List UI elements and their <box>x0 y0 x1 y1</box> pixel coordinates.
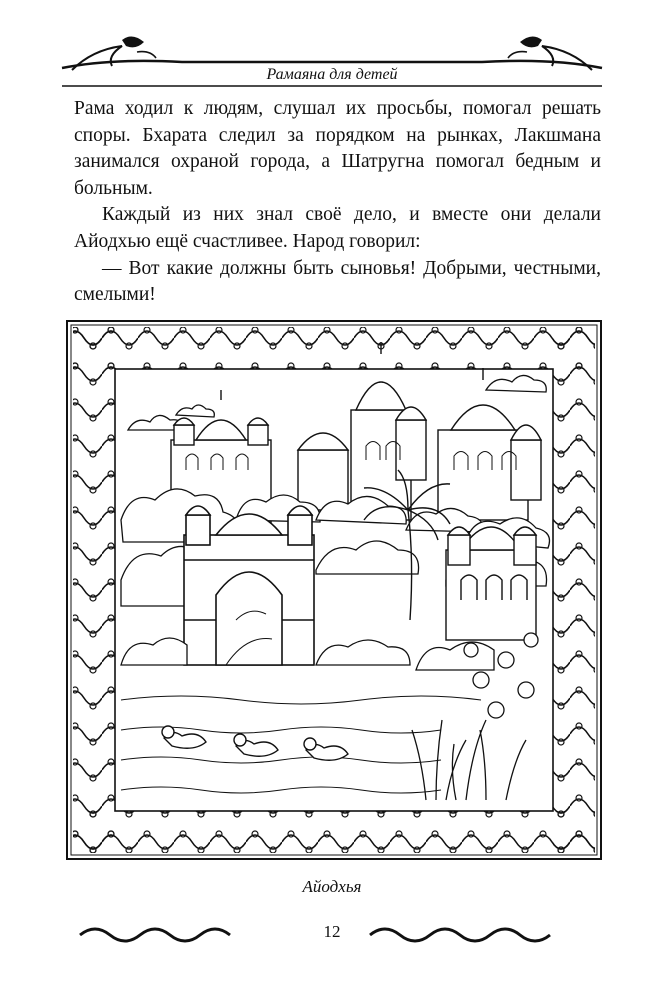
page-footer <box>0 915 664 955</box>
illustration-svg <box>66 320 602 860</box>
running-title: Рамаяна для детей <box>266 66 398 83</box>
page-number: 12 <box>323 922 341 941</box>
paragraph-2: Каждый из них знал своё дело, и вместе они делали Айодхью ещё счастливее. Народ говорил: <box>74 204 601 252</box>
paragraph-1: Рама ходил к людям, слушал их просьбы, помогал решать споры. Бхарата следил за порядком на рынках, Лакшмана занимался охраной города, а Шатругна помогал бедным и больным. <box>74 98 601 199</box>
paragraph-3: — Вот какие должны быть сыновья! Добрыми, честными, смелыми! <box>74 257 601 306</box>
ayodhya-illustration <box>66 320 602 860</box>
page-header <box>52 28 612 88</box>
figure-caption: Айодхья <box>302 877 362 896</box>
body-text <box>74 96 601 309</box>
